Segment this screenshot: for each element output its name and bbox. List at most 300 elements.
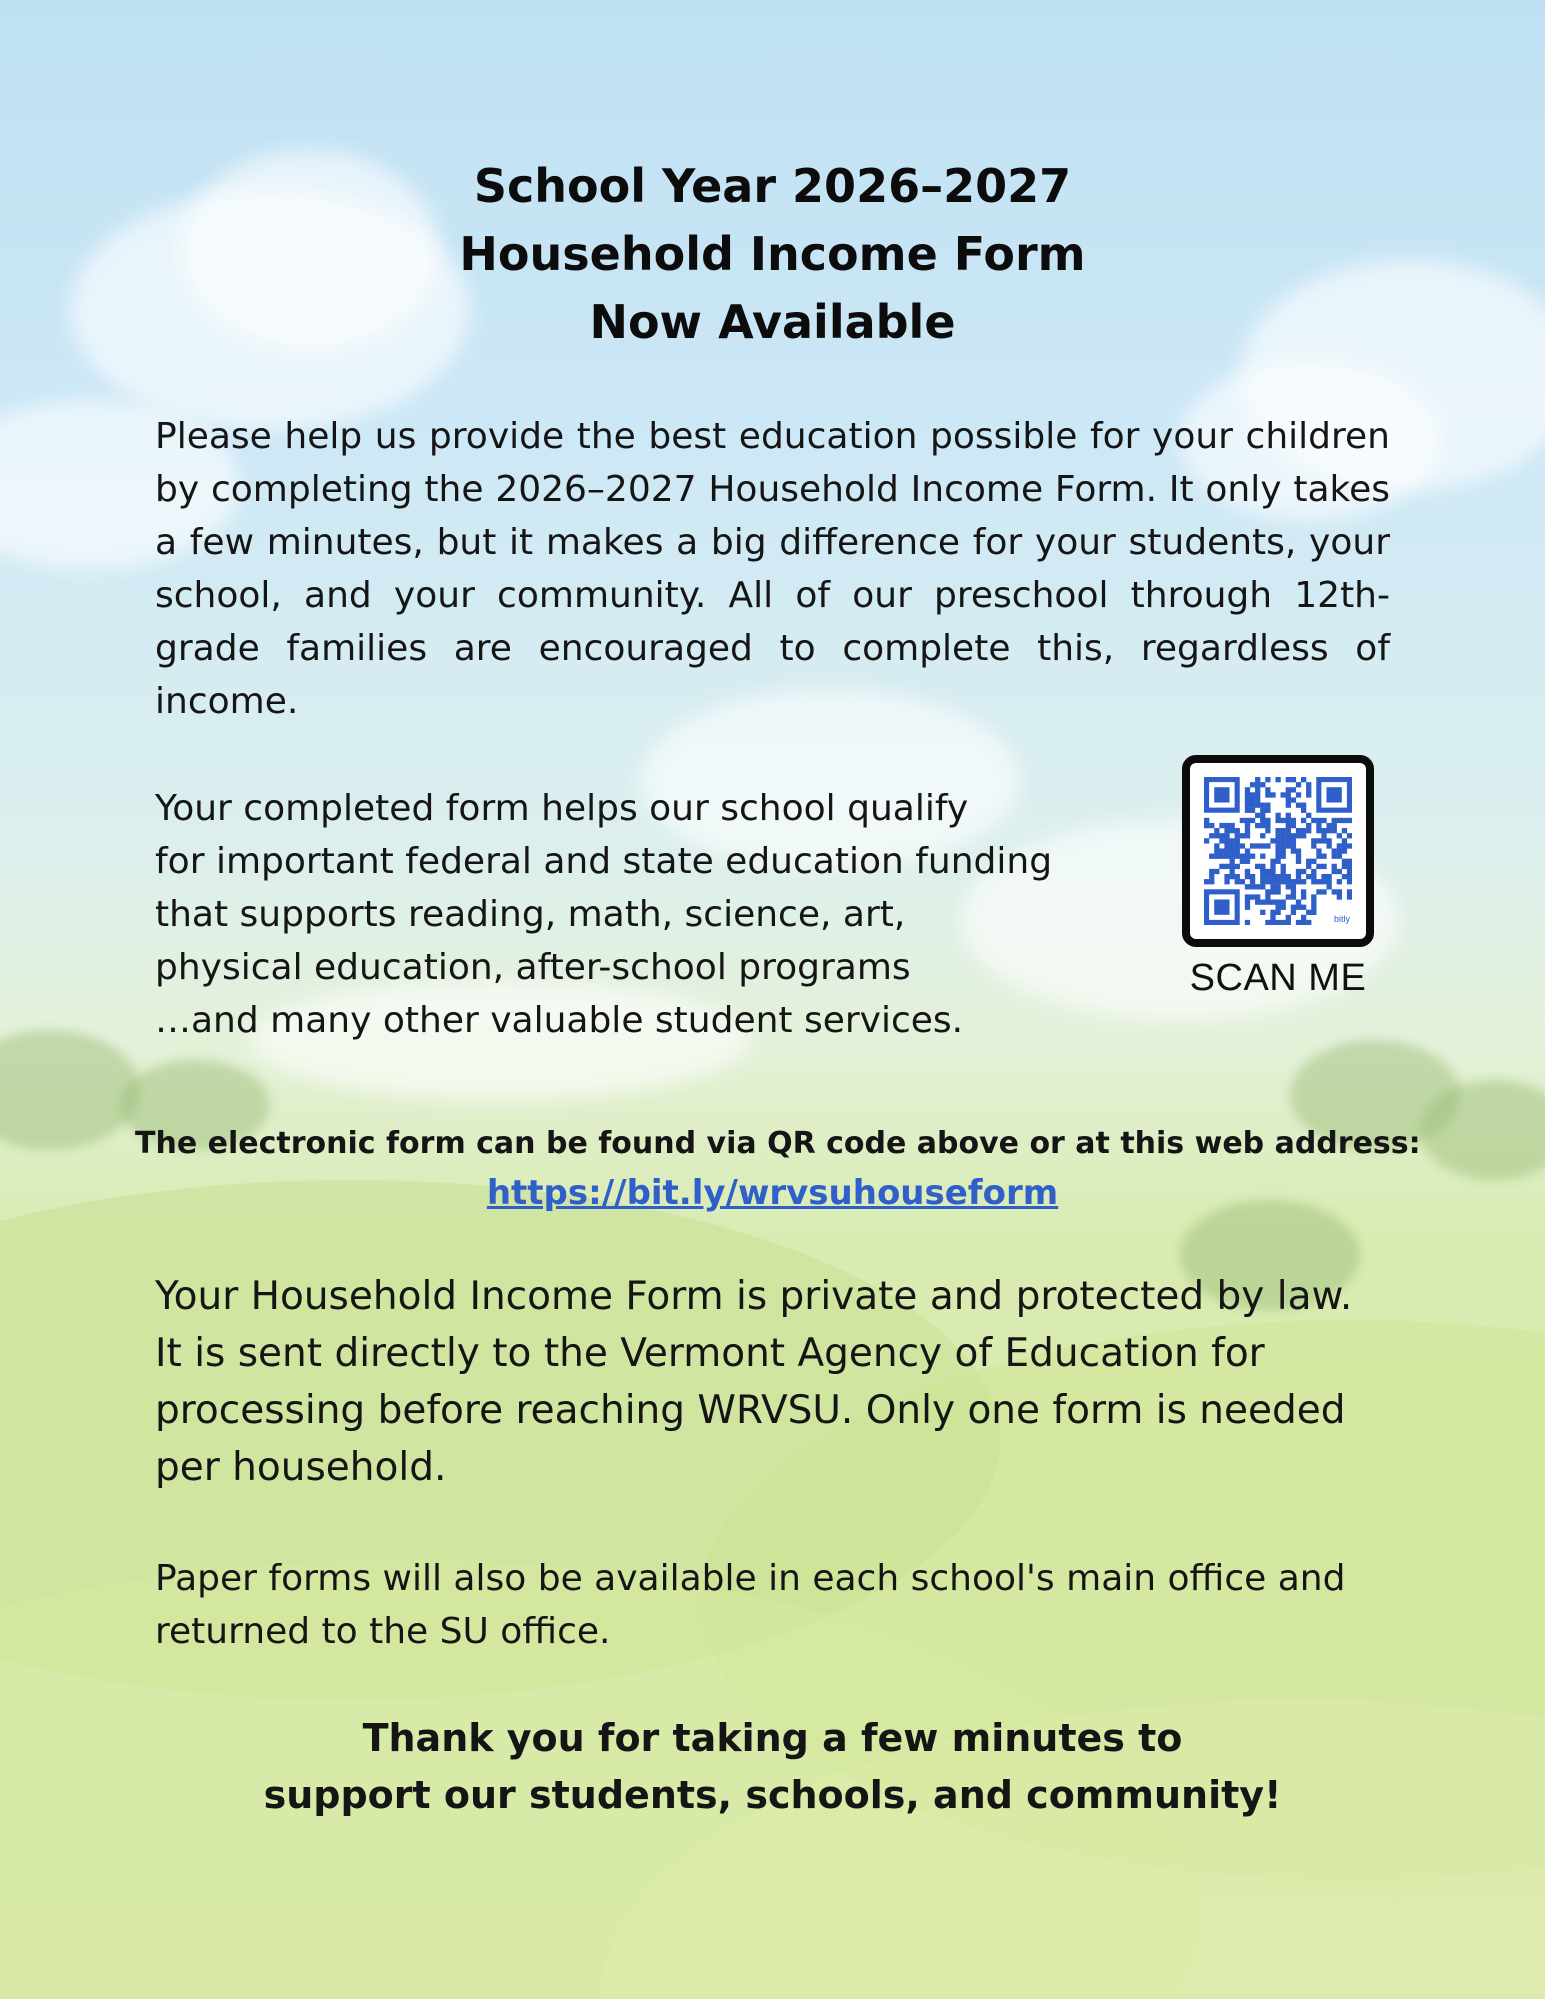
qr-module — [1245, 833, 1250, 838]
qr-module — [1214, 869, 1219, 874]
qr-module — [1326, 838, 1331, 843]
qr-module — [1342, 859, 1347, 864]
qr-module — [1311, 874, 1316, 879]
qr-module — [1265, 808, 1270, 813]
qr-module — [1286, 823, 1291, 828]
qr-module — [1281, 899, 1286, 904]
qr-module — [1281, 874, 1286, 879]
qr-module — [1275, 777, 1280, 782]
qr-module — [1296, 782, 1301, 787]
qr-module — [1265, 894, 1270, 899]
qr-module — [1321, 854, 1326, 859]
qr-module — [1321, 864, 1326, 869]
qr-module — [1219, 838, 1224, 843]
qr-module — [1311, 905, 1316, 910]
qr-module — [1301, 833, 1306, 838]
qr-module — [1275, 854, 1280, 859]
qr-module — [1255, 787, 1260, 792]
qr-module — [1281, 833, 1286, 838]
paper-forms-paragraph — [155, 1552, 1390, 1658]
qr-brand-label: bitly — [1333, 914, 1350, 924]
qr-module — [1281, 838, 1286, 843]
qr-module — [1260, 818, 1265, 823]
qr-module — [1326, 823, 1331, 828]
qr-module — [1342, 864, 1347, 869]
qr-module — [1230, 864, 1235, 869]
qr-module — [1230, 843, 1235, 848]
qr-module — [1230, 838, 1235, 843]
qr-module — [1296, 920, 1301, 925]
qr-module — [1306, 920, 1311, 925]
qr-block — [1153, 755, 1403, 1000]
qr-module — [1209, 874, 1214, 879]
qr-module — [1230, 859, 1235, 864]
qr-module — [1301, 894, 1306, 899]
qr-module — [1316, 889, 1321, 894]
qr-module — [1245, 854, 1250, 859]
qr-module — [1270, 910, 1275, 915]
qr-module — [1347, 864, 1352, 869]
qr-module — [1291, 838, 1296, 843]
qr-module — [1270, 899, 1275, 904]
privacy-line: per household. — [155, 1445, 447, 1490]
qr-module — [1291, 818, 1296, 823]
qr-module — [1260, 833, 1265, 838]
qr-module — [1306, 828, 1311, 833]
qr-module — [1230, 869, 1235, 874]
form-url-container — [155, 1168, 1390, 1218]
qr-module — [1321, 833, 1326, 838]
qr-module — [1291, 787, 1296, 792]
qr-module — [1291, 848, 1296, 853]
thank-you-message — [155, 1710, 1390, 1824]
qr-module — [1281, 879, 1286, 884]
qr-module — [1275, 910, 1280, 915]
qr-module — [1270, 792, 1275, 797]
qr-module — [1209, 833, 1214, 838]
qr-module — [1260, 874, 1265, 879]
paper-line: returned to the SU office. — [155, 1611, 611, 1652]
qr-module — [1275, 843, 1280, 848]
qr-module — [1296, 848, 1301, 853]
qr-module — [1214, 833, 1219, 838]
qr-module — [1270, 884, 1275, 889]
qr-module — [1286, 915, 1291, 920]
qr-module — [1265, 823, 1270, 828]
qr-module — [1275, 813, 1280, 818]
qr-module — [1337, 848, 1342, 853]
qr-module — [1342, 818, 1347, 823]
funding-paragraph — [155, 782, 1095, 1047]
qr-module — [1245, 920, 1250, 925]
qr-module — [1311, 838, 1316, 843]
qr-module — [1326, 884, 1331, 889]
qr-module — [1245, 828, 1250, 833]
qr-module — [1301, 905, 1306, 910]
qr-module — [1245, 905, 1250, 910]
qr-module — [1316, 864, 1321, 869]
qr-module — [1296, 833, 1301, 838]
qr-module — [1209, 869, 1214, 874]
qr-module — [1245, 787, 1250, 792]
qr-module — [1240, 843, 1245, 848]
qr-module — [1265, 792, 1270, 797]
qr-module — [1301, 803, 1306, 808]
qr-module — [1224, 843, 1229, 848]
qr-module — [1204, 818, 1209, 823]
qr-module — [1204, 838, 1209, 843]
qr-module — [1250, 843, 1255, 848]
qr-module — [1230, 823, 1235, 828]
qr-module — [1255, 777, 1260, 782]
qr-module — [1342, 843, 1347, 848]
qr-module — [1270, 869, 1275, 874]
qr-module — [1296, 874, 1301, 879]
qr-module — [1296, 828, 1301, 833]
qr-module — [1321, 818, 1326, 823]
privacy-line: It is sent directly to the Vermont Agency of Education for — [155, 1331, 1265, 1376]
qr-module — [1260, 854, 1265, 859]
qr-module — [1240, 833, 1245, 838]
qr-module — [1209, 879, 1214, 884]
qr-module — [1332, 854, 1337, 859]
qr-module — [1286, 797, 1291, 802]
qr-module — [1296, 803, 1301, 808]
qr-module — [1250, 782, 1255, 787]
qr-module — [1275, 818, 1280, 823]
intro-paragraph: Please help us provide the best education possible for your children by completing the 2026–2027 Household Income Form. It only takes a few minutes, but it makes a big difference for your students, your school, and your community. All of our preschool through 12th-grade families are encouraged to complete this, regardless of income. — [155, 416, 1390, 722]
qr-module — [1281, 854, 1286, 859]
qr-module — [1342, 874, 1347, 879]
qr-module — [1347, 869, 1352, 874]
qr-module — [1347, 894, 1352, 899]
qr-module — [1286, 803, 1291, 808]
qr-module — [1311, 894, 1316, 899]
qr-module — [1260, 813, 1265, 818]
qr-module — [1219, 864, 1224, 869]
qr-module — [1286, 792, 1291, 797]
qr-module — [1321, 889, 1326, 894]
qr-module — [1286, 833, 1291, 838]
qr-module — [1245, 884, 1250, 889]
qr-module — [1275, 879, 1280, 884]
qr-module — [1265, 777, 1270, 782]
qr-module — [1286, 777, 1291, 782]
qr-module — [1255, 813, 1260, 818]
qr-finder-pattern — [1326, 787, 1341, 802]
qr-module — [1296, 859, 1301, 864]
qr-module — [1291, 777, 1296, 782]
qr-module — [1316, 818, 1321, 823]
qr-module — [1301, 828, 1306, 833]
title-line-2: Household Income Form — [459, 227, 1086, 281]
qr-module — [1224, 828, 1229, 833]
qr-module — [1306, 813, 1311, 818]
qr-module — [1235, 828, 1240, 833]
qr-module — [1255, 864, 1260, 869]
qr-module — [1286, 828, 1291, 833]
qr-module — [1311, 879, 1316, 884]
qr-module — [1219, 823, 1224, 828]
qr-module — [1250, 803, 1255, 808]
electronic-form-note: The electronic form can be found via QR code above or at this web address: — [135, 1126, 1421, 1161]
qr-module — [1265, 879, 1270, 884]
qr-module — [1326, 879, 1331, 884]
qr-module — [1326, 828, 1331, 833]
qr-module — [1214, 843, 1219, 848]
qr-module — [1270, 864, 1275, 869]
qr-module — [1291, 833, 1296, 838]
funding-line: that supports reading, math, science, art, — [155, 894, 906, 935]
qr-module — [1291, 843, 1296, 848]
qr-module — [1209, 823, 1214, 828]
qr-module — [1224, 838, 1229, 843]
qr-module — [1260, 910, 1265, 915]
qr-module — [1275, 884, 1280, 889]
qr-module — [1219, 848, 1224, 853]
qr-module — [1260, 869, 1265, 874]
qr-module — [1245, 874, 1250, 879]
qr-module — [1286, 879, 1291, 884]
qr-module — [1265, 843, 1270, 848]
qr-module — [1286, 894, 1291, 899]
title-line-1: School Year 2026–2027 — [473, 159, 1072, 213]
qr-module — [1260, 808, 1265, 813]
qr-module — [1255, 899, 1260, 904]
qr-module — [1240, 879, 1245, 884]
qr-module — [1301, 869, 1306, 874]
qr-module — [1347, 859, 1352, 864]
qr-module — [1296, 905, 1301, 910]
qr-module — [1265, 869, 1270, 874]
funding-line: for important federal and state education funding — [155, 841, 1053, 882]
qr-module — [1337, 818, 1342, 823]
qr-module — [1347, 833, 1352, 838]
qr-module — [1224, 848, 1229, 853]
qr-module — [1245, 823, 1250, 828]
qr-module — [1281, 818, 1286, 823]
qr-module — [1250, 797, 1255, 802]
qr-module — [1291, 823, 1296, 828]
qr-module — [1245, 869, 1250, 874]
funding-line: …and many other valuable student services. — [155, 1000, 964, 1041]
qr-module — [1281, 843, 1286, 848]
qr-module — [1265, 787, 1270, 792]
qr-module — [1311, 843, 1316, 848]
qr-module — [1260, 899, 1265, 904]
qr-module — [1311, 818, 1316, 823]
form-url-link[interactable]: https://bit.ly/wrvsuhouseform — [486, 1173, 1059, 1213]
qr-module — [1286, 813, 1291, 818]
qr-module — [1275, 874, 1280, 879]
qr-module — [1306, 874, 1311, 879]
qr-module — [1291, 889, 1296, 894]
qr-module — [1219, 833, 1224, 838]
qr-module — [1255, 792, 1260, 797]
scan-me-label: SCAN ME — [1189, 957, 1367, 999]
qr-module — [1224, 833, 1229, 838]
qr-module — [1291, 894, 1296, 899]
qr-module — [1260, 803, 1265, 808]
qr-module — [1260, 864, 1265, 869]
qr-module — [1250, 854, 1255, 859]
qr-module — [1245, 803, 1250, 808]
qr-module — [1260, 843, 1265, 848]
qr-module — [1311, 899, 1316, 904]
qr-module — [1250, 874, 1255, 879]
qr-module — [1326, 843, 1331, 848]
qr-module — [1255, 782, 1260, 787]
thanks-line: Thank you for taking a few minutes to — [362, 1716, 1183, 1760]
qr-module — [1214, 848, 1219, 853]
qr-module — [1281, 869, 1286, 874]
qr-module — [1265, 874, 1270, 879]
qr-module — [1332, 864, 1337, 869]
qr-module — [1332, 869, 1337, 874]
qr-module — [1235, 854, 1240, 859]
qr-module — [1270, 879, 1275, 884]
qr-module — [1265, 818, 1270, 823]
qr-module — [1224, 864, 1229, 869]
qr-module — [1296, 899, 1301, 904]
privacy-line: processing before reaching WRVSU. Only one form is needed — [155, 1388, 1346, 1433]
qr-module — [1316, 854, 1321, 859]
qr-finder-pattern — [1214, 787, 1229, 802]
qr-module — [1245, 848, 1250, 853]
qr-module — [1306, 910, 1311, 915]
qr-module — [1281, 792, 1286, 797]
qr-module — [1337, 879, 1342, 884]
qr-module — [1265, 828, 1270, 833]
qr-module — [1306, 864, 1311, 869]
qr-module — [1281, 828, 1286, 833]
qr-module — [1347, 879, 1352, 884]
qr-module — [1337, 833, 1342, 838]
qr-module — [1337, 843, 1342, 848]
qr-code[interactable] — [1182, 755, 1374, 947]
qr-module — [1235, 838, 1240, 843]
qr-module — [1255, 843, 1260, 848]
qr-module — [1235, 864, 1240, 869]
qr-module — [1332, 848, 1337, 853]
qr-module — [1316, 828, 1321, 833]
qr-module — [1311, 859, 1316, 864]
qr-module — [1275, 889, 1280, 894]
qr-module — [1275, 905, 1280, 910]
qr-module — [1235, 874, 1240, 879]
qr-module — [1270, 859, 1275, 864]
qr-module — [1306, 782, 1311, 787]
qr-module — [1250, 884, 1255, 889]
qr-module — [1224, 879, 1229, 884]
qr-module — [1275, 848, 1280, 853]
qr-module — [1250, 792, 1255, 797]
qr-module — [1245, 792, 1250, 797]
qr-module — [1281, 864, 1286, 869]
qr-module — [1321, 828, 1326, 833]
qr-module — [1342, 848, 1347, 853]
qr-module — [1260, 879, 1265, 884]
qr-module — [1291, 797, 1296, 802]
paper-line: Paper forms will also be available in each school's main office and — [155, 1558, 1346, 1599]
qr-module — [1291, 905, 1296, 910]
qr-module — [1337, 894, 1342, 899]
funding-line: Your completed form helps our school qualify — [155, 788, 969, 829]
qr-module — [1332, 823, 1337, 828]
qr-module — [1250, 894, 1255, 899]
qr-module — [1270, 920, 1275, 925]
qr-module — [1270, 874, 1275, 879]
qr-module — [1250, 818, 1255, 823]
qr-module — [1230, 874, 1235, 879]
qr-module — [1275, 838, 1280, 843]
qr-module — [1275, 920, 1280, 925]
qr-module — [1219, 854, 1224, 859]
qr-module — [1270, 915, 1275, 920]
qr-module — [1245, 894, 1250, 899]
qr-module — [1265, 889, 1270, 894]
qr-module — [1291, 879, 1296, 884]
qr-module — [1230, 828, 1235, 833]
qr-module — [1240, 859, 1245, 864]
qr-module — [1250, 879, 1255, 884]
qr-module — [1342, 828, 1347, 833]
qr-module — [1316, 848, 1321, 853]
qr-module — [1347, 818, 1352, 823]
page-title — [155, 152, 1390, 356]
qr-module — [1275, 899, 1280, 904]
qr-module — [1316, 879, 1321, 884]
qr-module — [1224, 823, 1229, 828]
qr-module — [1321, 838, 1326, 843]
qr-module — [1286, 818, 1291, 823]
qr-module — [1214, 854, 1219, 859]
qr-module — [1347, 889, 1352, 894]
qr-module — [1281, 905, 1286, 910]
qr-module — [1230, 848, 1235, 853]
qr-module — [1235, 843, 1240, 848]
qr-module — [1230, 854, 1235, 859]
qr-module — [1337, 854, 1342, 859]
qr-module — [1347, 843, 1352, 848]
qr-module — [1301, 818, 1306, 823]
privacy-paragraph — [155, 1268, 1390, 1496]
qr-module — [1311, 869, 1316, 874]
qr-module — [1265, 920, 1270, 925]
qr-module — [1291, 910, 1296, 915]
qr-module — [1214, 828, 1219, 833]
qr-module — [1286, 920, 1291, 925]
qr-module — [1316, 838, 1321, 843]
qr-module — [1260, 884, 1265, 889]
qr-module — [1286, 787, 1291, 792]
qr-module — [1286, 874, 1291, 879]
qr-module — [1321, 879, 1326, 884]
qr-module — [1321, 874, 1326, 879]
funding-line: physical education, after-school programs — [155, 947, 911, 988]
qr-module — [1337, 889, 1342, 894]
qr-module — [1240, 854, 1245, 859]
qr-module — [1347, 874, 1352, 879]
qr-module — [1240, 818, 1245, 823]
qr-module — [1260, 823, 1265, 828]
qr-module — [1311, 910, 1316, 915]
privacy-line: Your Household Income Form is private and protected by law. — [155, 1274, 1353, 1319]
qr-module — [1332, 818, 1337, 823]
qr-module — [1265, 899, 1270, 904]
qr-module — [1245, 899, 1250, 904]
qr-module — [1275, 833, 1280, 838]
